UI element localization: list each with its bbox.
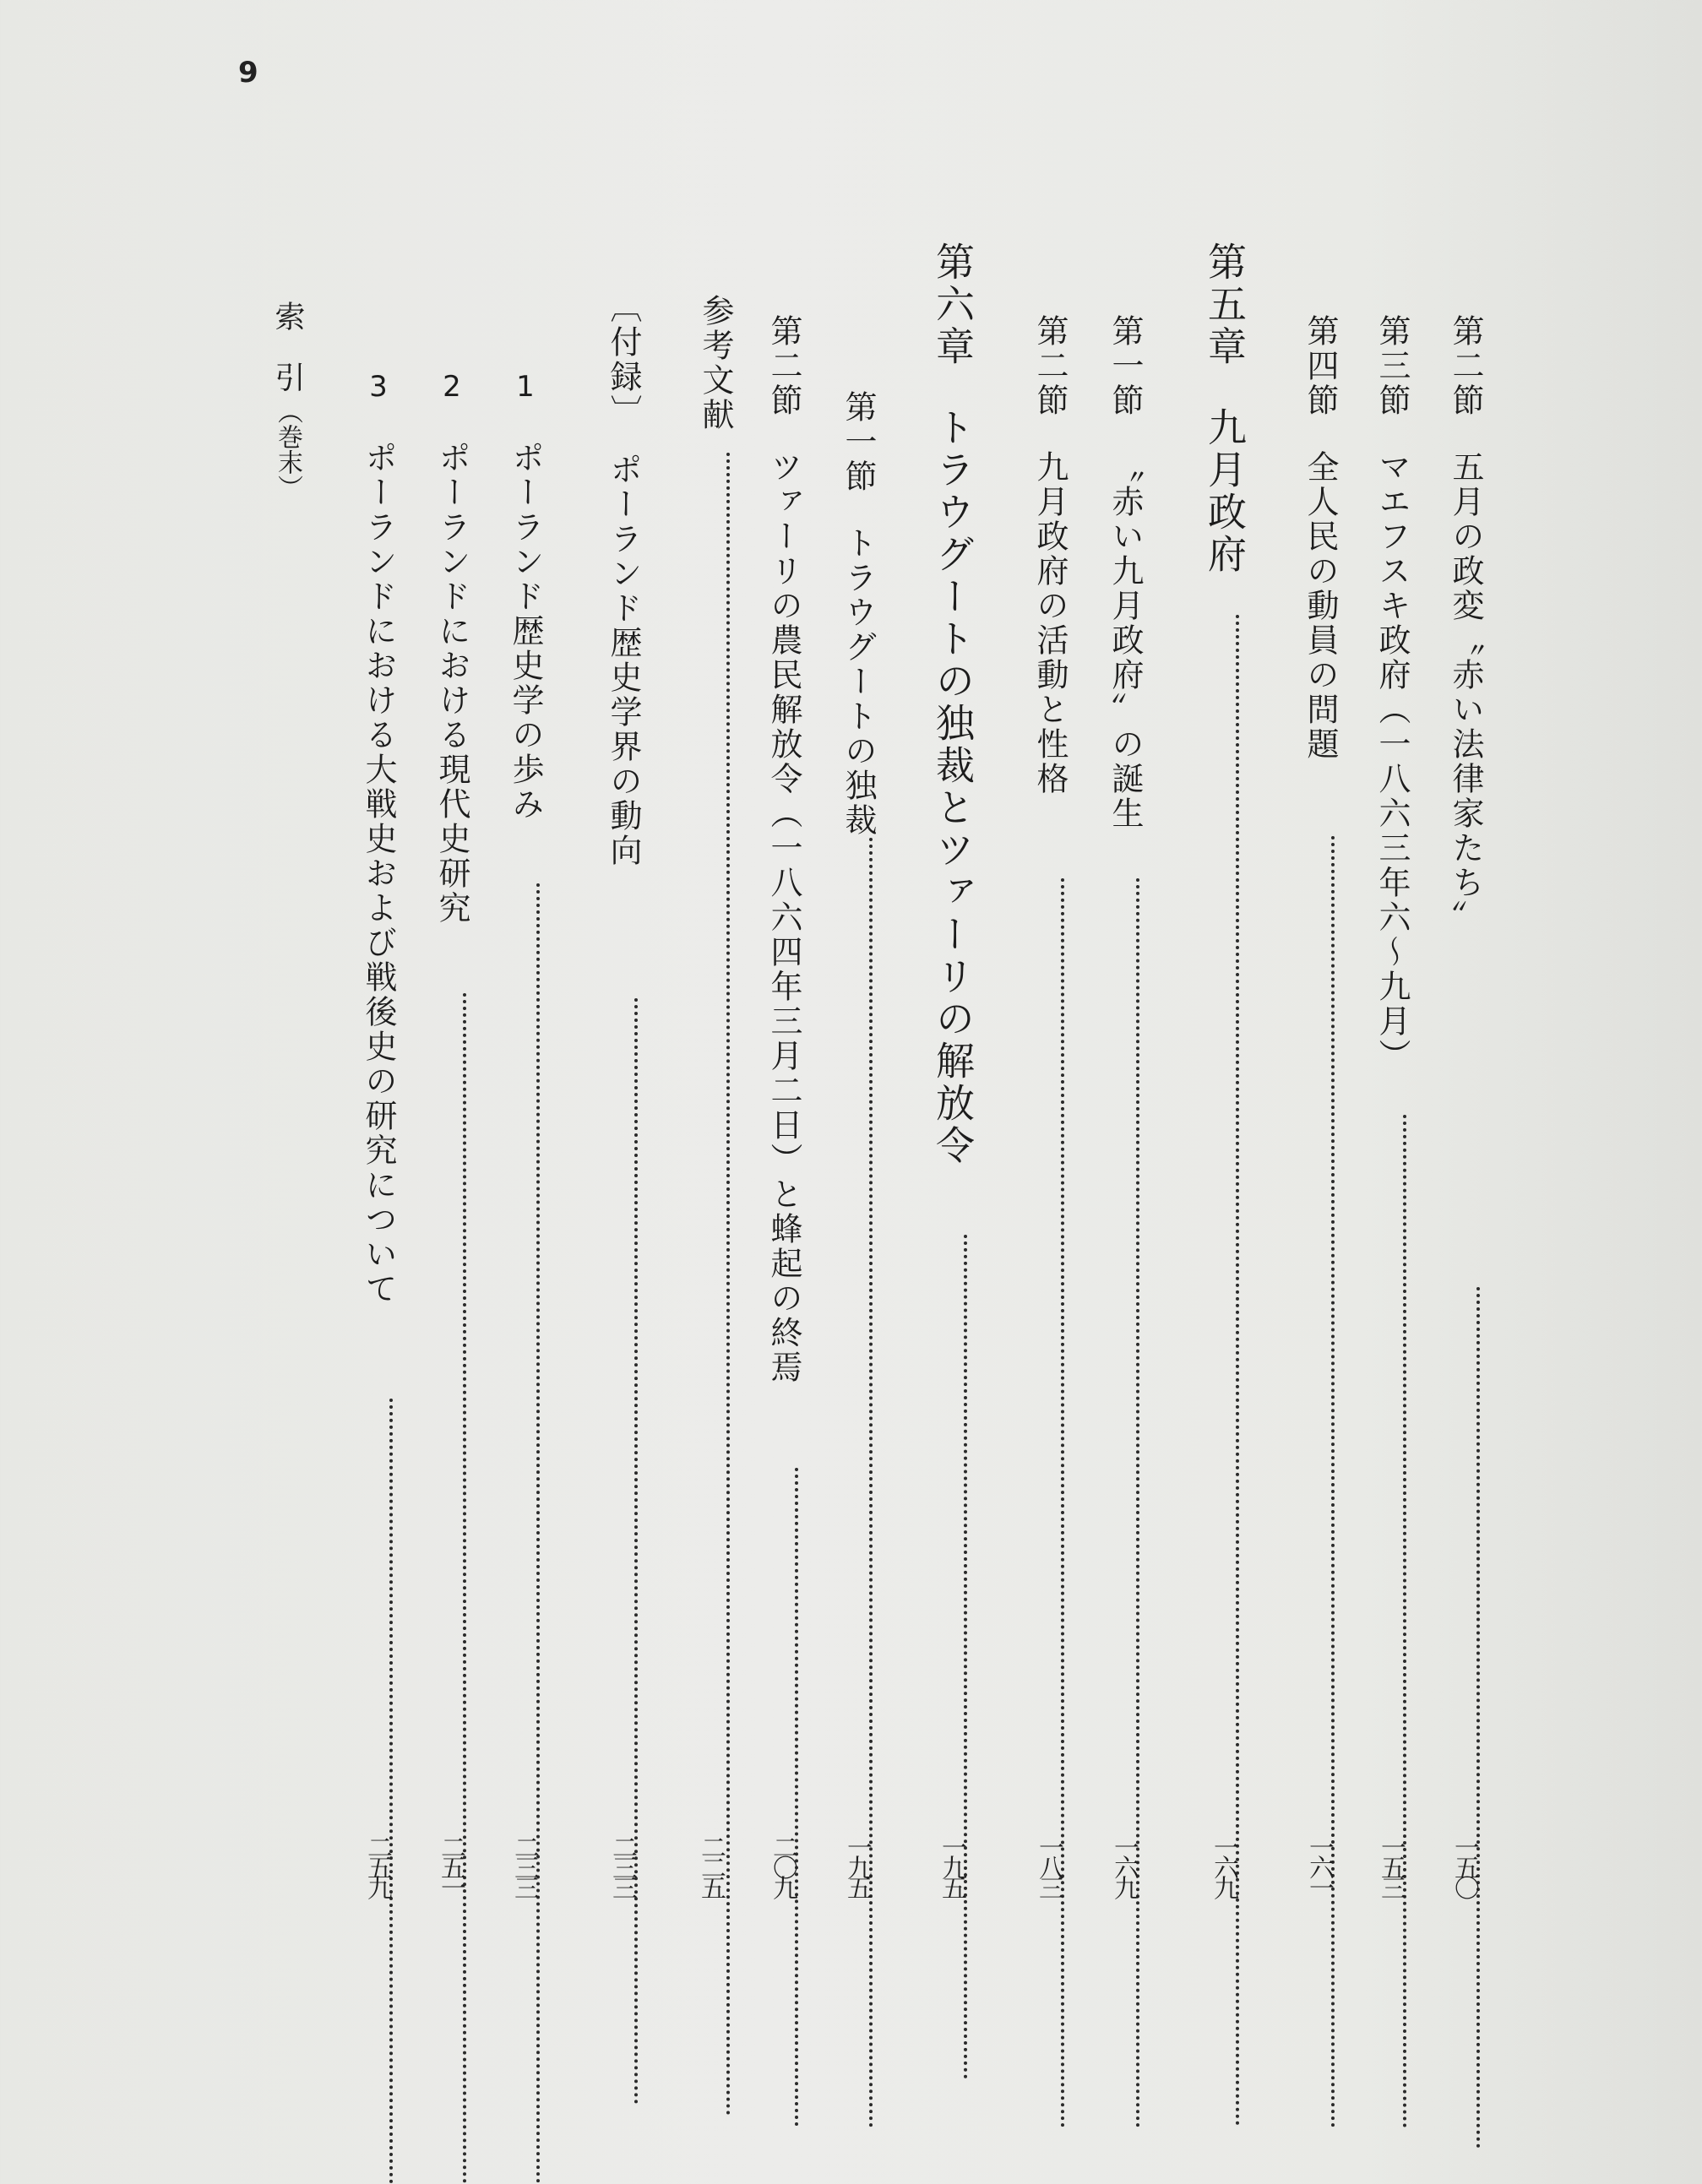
entry-page: 一九五 (842, 1834, 872, 1895)
dot-leader (389, 1399, 393, 2184)
toc-entry-2 (1367, 314, 1417, 1073)
section-heading: 第四節 (1302, 314, 1339, 418)
section-heading: 第三節 (1373, 314, 1411, 418)
entry-page: 一九五 (937, 1834, 966, 1895)
chapter-heading: 第五章 (1202, 242, 1248, 368)
dot-leader (964, 1235, 967, 2079)
entry-page: 一五三 (1376, 1834, 1406, 1895)
dot-leader (1476, 1287, 1480, 2149)
entry-page: 一六九 (1109, 1834, 1139, 1895)
entry-page: 一五〇 (1449, 1834, 1479, 1895)
toc-appendix-item-3 (353, 370, 404, 1307)
section-heading: 第二節 (765, 314, 802, 418)
toc-entry-1 (1440, 314, 1491, 935)
entry-page: 二五九 (362, 1834, 392, 1895)
item-number: 2 (435, 370, 469, 404)
page-number: 9 (238, 56, 258, 90)
entry-title: トラウグートの独裁 (840, 526, 877, 838)
entry-title: ポーランド歴史学の歩み (507, 441, 544, 822)
toc-entry-6-2 (759, 314, 809, 1385)
entry-title: ポーランド歴史学界の動向 (605, 453, 642, 868)
toc-references (690, 294, 741, 432)
toc-appendix-item-1 (500, 370, 551, 822)
toc-chapter-6 (927, 242, 978, 1167)
dot-leader (1061, 878, 1064, 2128)
entry-page: 二〇九 (768, 1834, 797, 1895)
references-heading: 参考文献 (697, 294, 734, 432)
dot-leader (795, 1468, 798, 2127)
toc-entry-3 (1295, 314, 1346, 762)
toc-entry-5 (1100, 314, 1150, 831)
entry-title: 九月政府 (1202, 407, 1248, 576)
entry-page: 一六一 (1304, 1834, 1334, 1895)
dot-leader (463, 993, 466, 2184)
dot-leader (1236, 615, 1239, 2127)
entry-title: 五月の政変〝赤い法律家たち〟 (1447, 450, 1484, 935)
entry-title: 全人民の動員の問題 (1302, 450, 1339, 762)
dot-leader (1331, 836, 1335, 2128)
toc-chapter-5 (1199, 242, 1250, 576)
item-number: 3 (362, 370, 395, 404)
toc-appendix (598, 291, 649, 868)
item-number: 1 (508, 370, 542, 404)
dot-leader (1136, 878, 1139, 2128)
entry-page: 二五一 (436, 1834, 465, 1895)
entry-title: 〝赤い九月政府〟の誕生 (1107, 450, 1144, 831)
entry-title: ツァーリの農民解放令（一八六四年三月二日）と蜂起の終焉 (765, 450, 802, 1385)
index-note: （巻末） (273, 399, 302, 500)
entry-page: 二三三 (607, 1834, 637, 1895)
dot-leader (634, 998, 638, 2105)
toc-index (262, 301, 313, 500)
toc-entry-6-1 (833, 390, 884, 838)
section-heading: 第二節 (1031, 314, 1069, 418)
entry-title: ポーランドにおける現代史研究 (433, 441, 470, 926)
appendix-heading: 〔付録〕 (605, 291, 642, 429)
entry-title: マエフスキ政府（一八六三年六〜九月） (1373, 450, 1411, 1073)
toc-entry-6 (1025, 314, 1075, 796)
section-heading: 第二節 (1447, 314, 1484, 418)
index-heading: 索 引 (270, 301, 305, 392)
dot-leader (536, 883, 540, 2184)
chapter-heading: 第六章 (930, 242, 976, 368)
entry-page: 二三三 (509, 1834, 539, 1895)
entry-page: 一六九 (1209, 1834, 1238, 1895)
dot-leader (1403, 1115, 1406, 2128)
toc-appendix-item-2 (427, 370, 477, 926)
section-heading: 第一節 (1107, 314, 1144, 418)
entry-page: 一八三 (1034, 1834, 1063, 1895)
section-heading: 第一節 (840, 390, 877, 494)
dot-leader (869, 838, 873, 2128)
dot-leader (726, 453, 730, 2116)
entry-title: ポーランドにおける大戦史および戦後史の研究について (360, 441, 397, 1307)
entry-page: 二二五 (696, 1834, 726, 1895)
entry-title: トラウグートの独裁とツァーリの解放令 (930, 407, 976, 1167)
entry-title: 九月政府の活動と性格 (1031, 450, 1069, 796)
